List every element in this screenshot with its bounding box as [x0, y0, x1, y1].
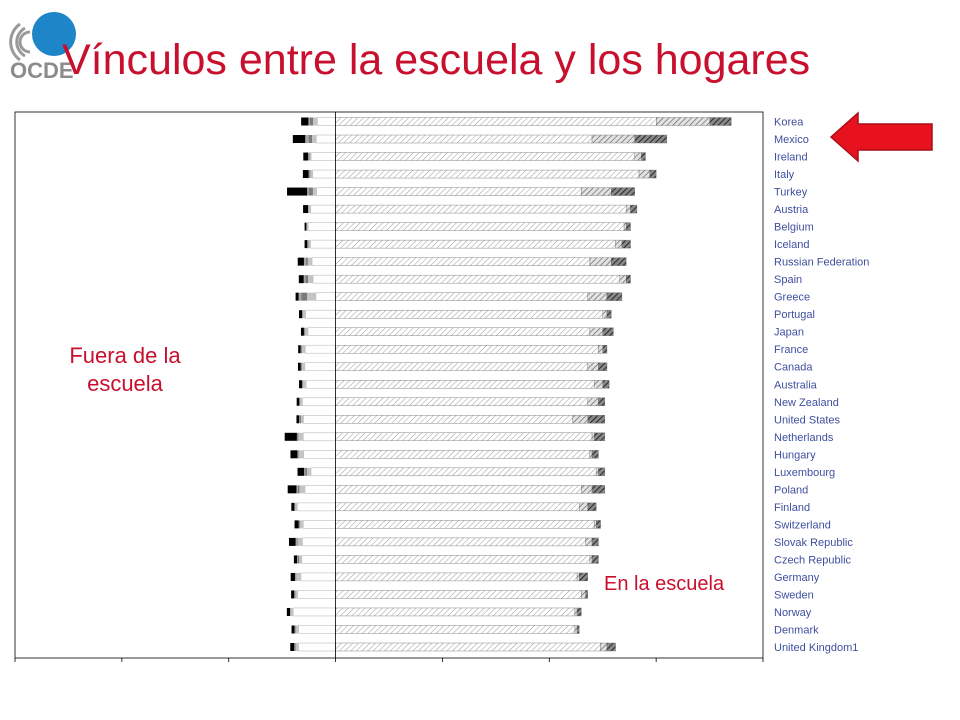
left-segment-2	[299, 415, 300, 423]
right-segment-1	[336, 275, 620, 283]
right-segment-3	[607, 293, 622, 301]
right-segment-1	[336, 608, 575, 616]
right-segment-2	[624, 223, 626, 231]
left-segment-5	[308, 223, 335, 231]
left-segment-1	[287, 188, 307, 196]
category-label: Austria	[774, 204, 809, 217]
category-labels	[774, 117, 869, 655]
highlight-arrow-icon	[828, 110, 938, 164]
left-segment-2	[308, 153, 309, 161]
left-segment-5	[306, 380, 335, 388]
left-segment-5	[306, 310, 336, 318]
left-segment-1	[303, 205, 308, 213]
right-segment-3	[603, 328, 614, 336]
left-segment-3	[309, 135, 312, 143]
left-segment-1	[298, 258, 304, 266]
category-label: Slovak Republic	[774, 536, 853, 549]
left-segment-3	[296, 573, 297, 581]
left-segment-3	[300, 415, 301, 423]
right-segment-2	[635, 153, 641, 161]
right-segment-2	[656, 118, 709, 126]
left-segment-5	[312, 258, 336, 266]
left-segment-5	[302, 555, 336, 563]
right-segment-3	[598, 363, 607, 371]
right-segment-3	[592, 555, 598, 563]
left-segment-2	[309, 170, 310, 178]
right-segment-1	[336, 258, 590, 266]
right-segment-2	[590, 555, 592, 563]
right-segment-3	[626, 275, 630, 283]
left-segment-5	[311, 468, 336, 476]
left-segment-4	[300, 520, 303, 528]
right-segment-3	[586, 590, 588, 598]
left-segment-4	[303, 380, 306, 388]
left-segment-1	[305, 223, 307, 231]
left-segment-3	[297, 538, 298, 546]
left-segment-4	[295, 590, 297, 598]
right-segment-2	[581, 188, 611, 196]
right-segment-1	[336, 188, 582, 196]
category-label: Australia	[774, 379, 817, 392]
left-segment-1	[298, 468, 305, 476]
right-segment-1	[336, 485, 582, 493]
left-segment-5	[302, 398, 335, 406]
right-segment-3	[592, 538, 598, 546]
left-segment-4	[298, 538, 303, 546]
right-segment-2	[573, 415, 588, 423]
left-segment-3	[297, 450, 298, 458]
right-segment-2	[639, 170, 650, 178]
left-segment-3	[305, 275, 308, 283]
category-label: United Kingdom1	[774, 642, 859, 654]
left-segment-4	[300, 398, 302, 406]
category-label: Russian Federation	[774, 256, 870, 269]
left-segment-4	[313, 188, 317, 196]
category-label: Portugal	[774, 309, 815, 322]
left-segment-5	[293, 608, 335, 616]
left-segment-4	[296, 625, 299, 633]
outside-school-label: Fuera de la escuela	[69, 343, 181, 396]
category-label: Greece	[774, 291, 811, 304]
left-segment-5	[304, 450, 336, 458]
left-segment-1	[295, 520, 299, 528]
right-segment-1	[336, 205, 627, 213]
left-segment-2	[307, 188, 308, 196]
right-segment-1	[336, 433, 592, 441]
left-segment-5	[301, 573, 336, 581]
left-segment-5	[305, 345, 335, 353]
left-segment-5	[313, 170, 336, 178]
left-segment-4	[307, 468, 311, 476]
right-segment-1	[336, 118, 657, 126]
category-label: Mexico	[774, 134, 809, 147]
right-segment-3	[626, 223, 630, 231]
right-segment-1	[336, 293, 588, 301]
left-segment-1	[299, 380, 302, 388]
left-segment-5	[298, 590, 336, 598]
right-segment-1	[336, 520, 595, 528]
left-segment-3	[295, 643, 296, 651]
page-title: Vínculos entre la escuela y los hogares	[62, 36, 811, 84]
left-segment-1	[294, 555, 297, 563]
right-segment-2	[575, 608, 577, 616]
left-segment-3	[309, 170, 310, 178]
left-segment-2	[296, 538, 297, 546]
right-segment-2	[620, 275, 626, 283]
right-segment-3	[596, 520, 600, 528]
left-segment-5	[303, 520, 335, 528]
right-segment-3	[592, 485, 605, 493]
left-segment-1	[296, 415, 299, 423]
right-segment-2	[596, 468, 598, 476]
left-segment-5	[311, 153, 335, 161]
right-segment-2	[598, 345, 602, 353]
left-segment-3	[304, 328, 305, 336]
category-label: Sweden	[774, 589, 814, 602]
right-segment-3	[650, 170, 656, 178]
right-segment-2	[575, 625, 577, 633]
right-segment-3	[611, 188, 635, 196]
category-label: Switzerland	[774, 519, 831, 532]
left-segment-4	[309, 153, 311, 161]
right-segment-3	[603, 380, 609, 388]
left-segment-4	[296, 643, 299, 651]
left-segment-3	[301, 345, 302, 353]
left-segment-3	[302, 310, 303, 318]
right-segment-1	[336, 153, 635, 161]
left-segment-1	[303, 170, 309, 178]
left-segment-3	[297, 433, 298, 441]
left-segment-3	[310, 118, 313, 126]
left-segment-4	[298, 433, 303, 441]
right-segment-2	[626, 205, 630, 213]
right-segment-1	[336, 625, 575, 633]
right-segment-2	[601, 643, 607, 651]
right-segment-3	[592, 450, 598, 458]
right-segment-2	[581, 485, 592, 493]
left-segment-4	[305, 328, 308, 336]
category-label: Iceland	[774, 239, 810, 252]
right-segment-2	[590, 258, 611, 266]
category-label: Belgium	[774, 221, 814, 234]
right-segment-3	[579, 573, 588, 581]
category-label: New Zealand	[774, 396, 839, 409]
left-segment-1	[303, 153, 308, 161]
right-segment-1	[336, 468, 597, 476]
left-segment-1	[297, 398, 300, 406]
left-segment-5	[317, 118, 335, 126]
left-segment-1	[299, 310, 302, 318]
right-segment-3	[622, 240, 631, 248]
left-segment-4	[299, 555, 302, 563]
left-segment-2	[304, 275, 306, 283]
left-segment-3	[295, 625, 296, 633]
right-segment-1	[336, 240, 616, 248]
left-segment-2	[304, 468, 305, 476]
right-segment-3	[577, 625, 579, 633]
right-segment-3	[635, 135, 667, 143]
left-segment-5	[297, 503, 335, 511]
right-segment-3	[598, 398, 604, 406]
category-label: Canada	[774, 361, 813, 374]
right-segment-3	[607, 310, 611, 318]
left-segment-1	[291, 503, 294, 511]
left-segment-3	[309, 188, 313, 196]
right-segment-2	[590, 450, 592, 458]
left-segment-2	[308, 118, 309, 126]
left-segment-5	[299, 625, 336, 633]
left-segment-4	[302, 363, 305, 371]
right-segment-1	[336, 503, 580, 511]
category-label: Korea	[774, 116, 804, 129]
left-segment-4	[313, 118, 317, 126]
right-segment-1	[336, 590, 582, 598]
left-segment-3	[301, 293, 307, 301]
right-segment-2	[588, 293, 607, 301]
left-segment-3	[305, 468, 307, 476]
left-segment-5	[316, 135, 335, 143]
left-segment-3	[299, 520, 300, 528]
right-segment-1	[336, 380, 595, 388]
category-label: Denmark	[774, 624, 819, 637]
left-segment-4	[295, 503, 297, 511]
left-segment-3	[295, 503, 296, 511]
left-segment-2	[304, 258, 306, 266]
right-segment-3	[603, 345, 607, 353]
left-segment-3	[298, 555, 299, 563]
left-segment-1	[289, 538, 296, 546]
left-segment-4	[299, 450, 304, 458]
category-label: Germany	[774, 571, 820, 584]
left-segment-5	[305, 485, 336, 493]
left-segment-1	[301, 328, 304, 336]
category-label: Hungary	[774, 449, 816, 462]
right-segment-2	[603, 310, 607, 318]
left-segment-4	[307, 223, 308, 231]
right-segment-2	[581, 590, 585, 598]
right-segment-1	[336, 328, 590, 336]
right-segment-1	[336, 363, 588, 371]
right-segment-2	[586, 538, 592, 546]
right-segment-1	[336, 170, 639, 178]
right-segment-2	[590, 328, 603, 336]
right-segment-2	[579, 503, 588, 511]
category-label: Turkey	[774, 186, 808, 199]
left-segment-3	[295, 590, 296, 598]
right-segment-1	[336, 345, 599, 353]
category-label: Spain	[774, 274, 803, 287]
right-segment-1	[336, 573, 577, 581]
left-segment-4	[310, 170, 312, 178]
left-segment-4	[312, 135, 316, 143]
left-segment-5	[311, 240, 336, 248]
left-segment-1	[299, 275, 304, 283]
right-segment-2	[577, 573, 579, 581]
left-segment-4	[291, 608, 294, 616]
left-segment-5	[302, 538, 335, 546]
left-segment-4	[303, 310, 306, 318]
left-segment-1	[305, 240, 308, 248]
left-segment-3	[306, 258, 308, 266]
left-segment-1	[298, 345, 301, 353]
right-segment-2	[588, 363, 599, 371]
left-segment-4	[308, 275, 313, 283]
left-segment-1	[291, 590, 294, 598]
right-segment-1	[336, 415, 573, 423]
right-segment-1	[336, 538, 586, 546]
category-label: United States	[774, 414, 841, 427]
left-segment-1	[285, 433, 297, 441]
right-segment-3	[710, 118, 731, 126]
left-segment-5	[317, 188, 336, 196]
right-segment-3	[630, 205, 636, 213]
category-label: Finland	[774, 501, 811, 514]
left-segment-1	[290, 450, 297, 458]
left-segment-2	[305, 135, 308, 143]
left-segment-1	[292, 625, 295, 633]
left-segment-5	[305, 363, 336, 371]
right-segment-3	[611, 258, 626, 266]
left-segment-3	[308, 240, 309, 248]
right-segment-2	[588, 398, 599, 406]
inside-school-label: En la escuela	[604, 573, 725, 595]
right-segment-1	[336, 450, 590, 458]
left-segment-5	[311, 205, 336, 213]
left-segment-3	[301, 363, 302, 371]
left-segment-1	[296, 293, 299, 301]
category-label: Norway	[774, 606, 812, 619]
right-segment-3	[641, 153, 645, 161]
left-segment-2	[296, 485, 297, 493]
left-segment-4	[308, 240, 310, 248]
left-segment-4	[308, 258, 312, 266]
oecd-logo-text: OCDE	[10, 58, 74, 80]
left-segment-1	[291, 573, 295, 581]
right-segment-1	[336, 310, 603, 318]
right-segment-1	[336, 555, 590, 563]
left-segment-3	[309, 153, 310, 161]
left-segment-4	[309, 205, 311, 213]
category-label: Italy	[774, 169, 795, 182]
left-segment-3	[299, 398, 300, 406]
left-segment-5	[304, 415, 336, 423]
left-segment-1	[290, 643, 294, 651]
left-segment-5	[303, 433, 335, 441]
left-segment-1	[293, 135, 305, 143]
left-segment-1	[287, 608, 290, 616]
right-segment-2	[594, 380, 603, 388]
category-label: Japan	[774, 326, 804, 339]
left-segment-2	[299, 293, 302, 301]
right-segment-1	[336, 643, 601, 651]
category-label: Czech Republic	[774, 554, 852, 567]
right-segment-2	[594, 520, 596, 528]
left-segment-2	[297, 555, 298, 563]
right-segment-3	[598, 468, 604, 476]
left-segment-4	[296, 573, 301, 581]
right-segment-3	[594, 433, 605, 441]
right-segment-3	[588, 415, 605, 423]
left-segment-4	[307, 293, 316, 301]
left-segment-4	[302, 345, 305, 353]
right-segment-2	[592, 135, 635, 143]
right-segment-1	[336, 223, 625, 231]
left-segment-5	[316, 293, 336, 301]
left-segment-5	[313, 275, 335, 283]
left-segment-1	[298, 363, 301, 371]
category-label: France	[774, 344, 809, 357]
left-segment-3	[302, 380, 303, 388]
left-segment-5	[308, 328, 336, 336]
right-segment-3	[577, 608, 581, 616]
right-segment-2	[592, 433, 594, 441]
left-segment-4	[299, 485, 305, 493]
category-label: Luxembourg	[774, 466, 836, 479]
right-segment-1	[336, 398, 588, 406]
left-segment-5	[299, 643, 336, 651]
left-segment-1	[301, 118, 308, 126]
right-segment-3	[588, 503, 597, 511]
left-segment-3	[298, 485, 300, 493]
right-segment-2	[616, 240, 622, 248]
right-segment-3	[607, 643, 616, 651]
left-segment-4	[301, 415, 304, 423]
left-segment-2	[295, 573, 296, 581]
category-label: Netherlands	[774, 431, 834, 444]
category-label: Poland	[774, 484, 809, 497]
left-segment-1	[288, 485, 297, 493]
category-label: Ireland	[774, 151, 808, 164]
right-segment-1	[336, 135, 592, 143]
